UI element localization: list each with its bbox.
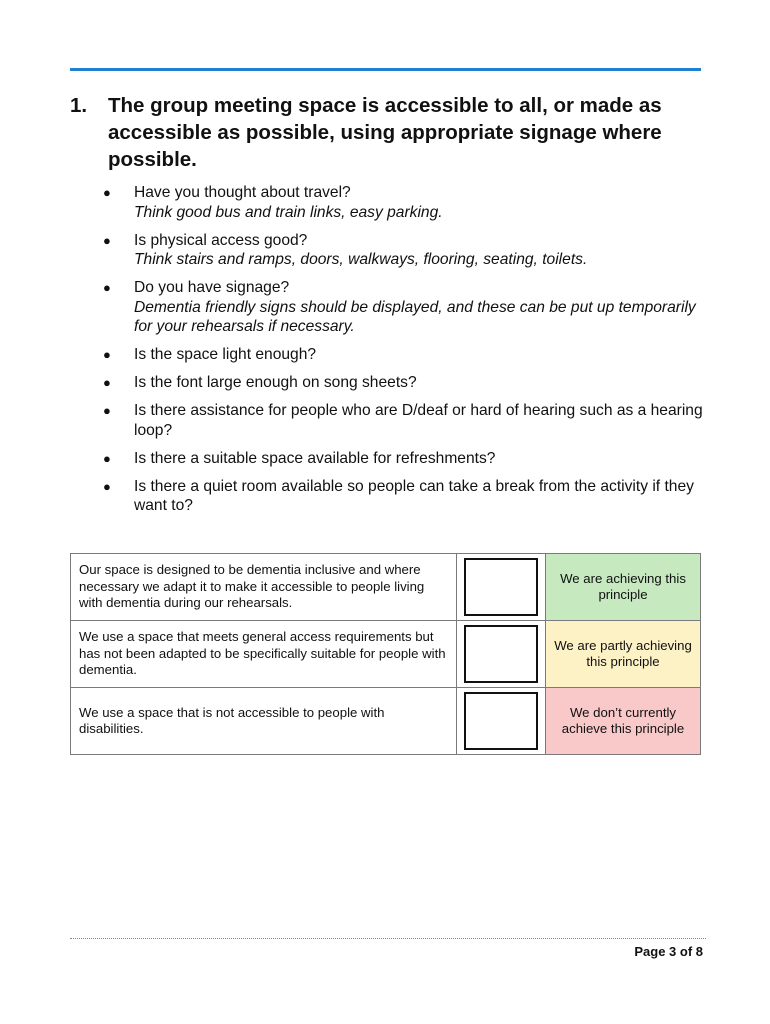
list-item <box>100 449 710 469</box>
checkbox-cell <box>457 688 546 755</box>
footer-rule <box>70 938 706 939</box>
status-achieving: We are achieving this principle <box>546 554 701 621</box>
status-not-achieving: We don’t currently achieve this principle <box>546 688 701 755</box>
bullet-icon: ● <box>103 280 111 295</box>
bullet-icon: ● <box>103 478 111 494</box>
achieving-checkbox[interactable] <box>464 558 538 616</box>
hint: Dementia friendly signs should be displayed, and these can be put up temporarily for your rehearsals if necessary. <box>134 298 696 335</box>
list-item <box>100 278 710 337</box>
list-item <box>100 183 710 222</box>
section-number: 1. <box>70 94 88 117</box>
checkbox-cell <box>457 621 546 688</box>
row-description: We use a space that is not accessible to people with disabilities. <box>71 688 457 755</box>
bullet-icon: ● <box>103 185 111 200</box>
bullet-icon: ● <box>103 450 111 466</box>
question: Have you thought about travel? <box>134 184 351 201</box>
partly-achieving-checkbox[interactable] <box>464 625 538 683</box>
row-description: We use a space that meets general access requirements but has not been adapted to be specifically suitable for people with dementia. <box>71 621 457 688</box>
hint: Think stairs and ramps, doors, walkways, flooring, seating, toilets. <box>134 251 588 268</box>
bullet-icon: ● <box>103 347 111 362</box>
bullet-icon: ● <box>103 232 111 248</box>
section-title: The group meeting space is accessible to all, or made as accessible as possible, using appropriate signage where possible. <box>108 94 662 171</box>
question: Is physical access good? <box>134 231 308 249</box>
question: Is the font large enough on song sheets? <box>134 374 417 391</box>
checkbox-cell <box>457 554 546 621</box>
list-item <box>100 231 710 270</box>
list-item <box>100 401 710 440</box>
table-row <box>71 688 701 755</box>
section-heading <box>70 92 710 173</box>
row-description: Our space is designed to be dementia inclusive and where necessary we adapt it to make it accessible to people living with dementia during our rehearsals. <box>71 554 457 621</box>
status-partly-achieving: We are partly achieving this principle <box>546 621 701 688</box>
table-row <box>71 621 701 688</box>
question: Is the space light enough? <box>134 346 317 363</box>
question: Do you have signage? <box>134 279 290 296</box>
top-rule <box>70 68 701 71</box>
checklist <box>100 183 710 524</box>
page-number: Page 3 of 8 <box>634 944 703 959</box>
question: Is there a suitable space available for refreshments? <box>134 449 496 467</box>
bullet-icon: ● <box>103 403 111 418</box>
list-item <box>100 477 710 516</box>
question: Is there assistance for people who are D/deaf or hard of hearing such as a hearing loop? <box>134 402 703 439</box>
list-item <box>100 373 710 393</box>
assessment-table <box>70 553 701 755</box>
bullet-icon: ● <box>103 375 111 390</box>
question: Is there a quiet room available so people can take a break from the activity if they want to? <box>134 477 694 514</box>
table-row <box>71 554 701 621</box>
hint: Think good bus and train links, easy parking. <box>134 203 443 221</box>
not-achieving-checkbox[interactable] <box>464 692 538 750</box>
list-item <box>100 345 710 365</box>
